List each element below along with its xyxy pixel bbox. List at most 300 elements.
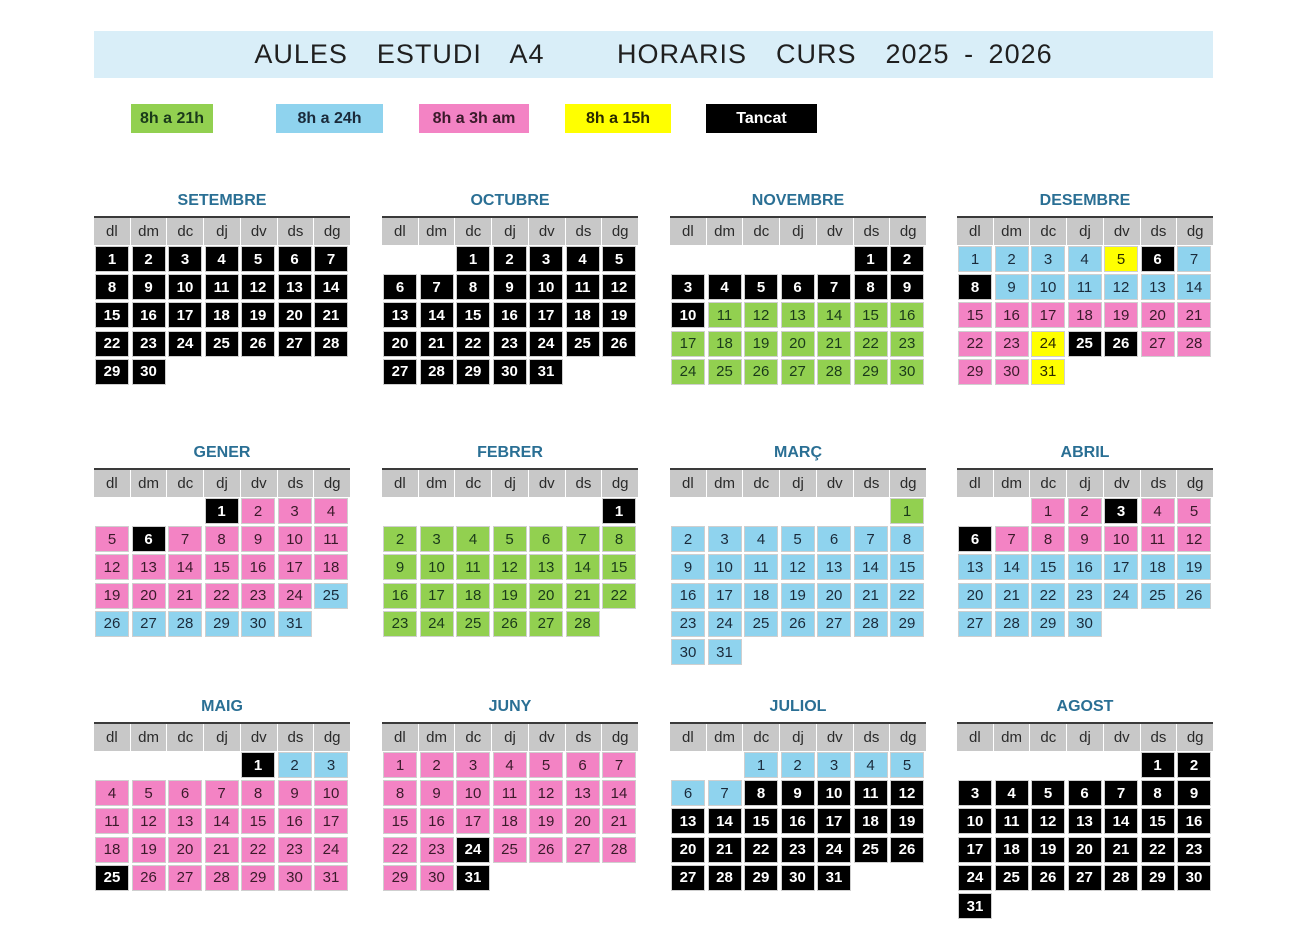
day-cell: 4 bbox=[854, 752, 888, 778]
weekday-label: dg bbox=[602, 724, 638, 751]
day-cell: 20 bbox=[671, 837, 705, 863]
day-cell: 7 bbox=[566, 526, 600, 552]
day-cell: 7 bbox=[420, 274, 454, 300]
day-cell: 24 bbox=[958, 865, 992, 891]
weekday-label: dg bbox=[890, 724, 926, 751]
day-cell: 4 bbox=[95, 780, 129, 806]
day-cell: 15 bbox=[205, 554, 239, 580]
weekday-label: dv bbox=[817, 470, 854, 497]
day-cell: 18 bbox=[314, 554, 348, 580]
day-cell: 20 bbox=[781, 331, 815, 357]
day-cell: 30 bbox=[132, 359, 166, 385]
day-cell: 3 bbox=[1104, 498, 1138, 524]
day-cell: 9 bbox=[995, 274, 1029, 300]
day-cell: 17 bbox=[278, 554, 312, 580]
day-cell: 23 bbox=[493, 331, 527, 357]
day-cell: 23 bbox=[383, 611, 417, 637]
day-cell: 14 bbox=[995, 554, 1029, 580]
day-cell: 25 bbox=[744, 611, 778, 637]
weekday-header bbox=[382, 722, 638, 752]
day-cell: 8 bbox=[95, 274, 129, 300]
day-cell: 27 bbox=[817, 611, 851, 637]
day-cell: 24 bbox=[671, 359, 705, 385]
day-cell: 21 bbox=[420, 331, 454, 357]
day-cell: 2 bbox=[278, 752, 312, 778]
day-cell: 21 bbox=[854, 583, 888, 609]
month-title: AGOST bbox=[1056, 698, 1114, 715]
day-cell: 17 bbox=[671, 331, 705, 357]
day-cell: 31 bbox=[314, 865, 348, 891]
day-cell: 7 bbox=[205, 780, 239, 806]
day-cell: 8 bbox=[456, 274, 490, 300]
day-cell: 10 bbox=[314, 780, 348, 806]
day-cell: 23 bbox=[781, 837, 815, 863]
day-cell: 18 bbox=[1068, 302, 1102, 328]
day-cell: 28 bbox=[314, 331, 348, 357]
weekday-label: dj bbox=[1067, 470, 1104, 497]
day-cell: 1 bbox=[744, 752, 778, 778]
day-cell: 28 bbox=[602, 837, 636, 863]
day-cell: 15 bbox=[241, 808, 275, 834]
day-cell: 3 bbox=[958, 780, 992, 806]
day-cell: 14 bbox=[708, 808, 742, 834]
day-cell: 5 bbox=[95, 526, 129, 552]
day-cell: 1 bbox=[1031, 498, 1065, 524]
month-title: ABRIL bbox=[1060, 444, 1110, 461]
weekday-label: dc bbox=[167, 470, 204, 497]
weekday-label: dc bbox=[1030, 724, 1067, 751]
day-cell: 31 bbox=[817, 865, 851, 891]
day-cell: 20 bbox=[168, 837, 202, 863]
weekday-label: dj bbox=[780, 218, 817, 245]
day-cell: 18 bbox=[456, 583, 490, 609]
weekday-label: ds bbox=[566, 218, 603, 245]
day-cell: 15 bbox=[958, 302, 992, 328]
day-cell: 21 bbox=[817, 331, 851, 357]
weekday-label: dg bbox=[314, 724, 350, 751]
day-cell: 12 bbox=[602, 274, 636, 300]
day-cell: 30 bbox=[420, 865, 454, 891]
weekday-label: dg bbox=[314, 470, 350, 497]
weekday-label: dl bbox=[670, 470, 707, 497]
day-cell: 8 bbox=[602, 526, 636, 552]
day-cell: 25 bbox=[456, 611, 490, 637]
day-cell: 24 bbox=[1031, 331, 1065, 357]
day-cell: 5 bbox=[132, 780, 166, 806]
day-cell: 28 bbox=[205, 865, 239, 891]
weekday-label: dv bbox=[241, 470, 278, 497]
month-agost bbox=[957, 698, 1213, 928]
day-cell: 11 bbox=[566, 274, 600, 300]
day-cell: 29 bbox=[456, 359, 490, 385]
day-cell: 13 bbox=[566, 780, 600, 806]
day-cell: 13 bbox=[529, 554, 563, 580]
day-cell: 6 bbox=[1141, 246, 1175, 272]
day-cell: 11 bbox=[1141, 526, 1175, 552]
day-cell: 10 bbox=[1104, 526, 1138, 552]
weekday-label: dm bbox=[994, 470, 1031, 497]
day-cell: 1 bbox=[1141, 752, 1175, 778]
day-cell: 15 bbox=[383, 808, 417, 834]
month-title: MAIG bbox=[201, 698, 243, 715]
day-cell: 25 bbox=[708, 359, 742, 385]
day-cell: 15 bbox=[744, 808, 778, 834]
day-cell: 17 bbox=[1031, 302, 1065, 328]
day-cell: 13 bbox=[168, 808, 202, 834]
weekday-header bbox=[382, 468, 638, 498]
day-cell: 26 bbox=[1177, 583, 1211, 609]
weekday-label: dj bbox=[1067, 218, 1104, 245]
day-cell: 6 bbox=[958, 526, 992, 552]
month-novembre bbox=[670, 192, 926, 422]
day-cell: 5 bbox=[493, 526, 527, 552]
day-cell: 11 bbox=[1068, 274, 1102, 300]
day-cell: 7 bbox=[314, 246, 348, 272]
day-cell: 8 bbox=[383, 780, 417, 806]
day-cell: 23 bbox=[1177, 837, 1211, 863]
weekday-header bbox=[94, 468, 350, 498]
day-cell: 6 bbox=[383, 274, 417, 300]
month-juny bbox=[382, 698, 638, 928]
day-cell: 3 bbox=[278, 498, 312, 524]
weekday-label: dc bbox=[455, 470, 492, 497]
day-cell: 26 bbox=[1031, 865, 1065, 891]
day-cell: 18 bbox=[493, 808, 527, 834]
weekday-label: dc bbox=[167, 218, 204, 245]
day-cell: 7 bbox=[168, 526, 202, 552]
day-cell: 3 bbox=[420, 526, 454, 552]
day-cell: 30 bbox=[671, 639, 705, 665]
day-cell: 26 bbox=[493, 611, 527, 637]
day-cell: 4 bbox=[456, 526, 490, 552]
day-cell: 3 bbox=[529, 246, 563, 272]
day-cell: 9 bbox=[420, 780, 454, 806]
day-cell: 16 bbox=[383, 583, 417, 609]
weekday-label: dc bbox=[1030, 470, 1067, 497]
day-cell: 6 bbox=[1068, 780, 1102, 806]
day-cell: 1 bbox=[241, 752, 275, 778]
day-cell: 11 bbox=[314, 526, 348, 552]
day-cell: 20 bbox=[566, 808, 600, 834]
weekday-label: dm bbox=[994, 218, 1031, 245]
weekday-label: dl bbox=[94, 724, 131, 751]
day-cell: 24 bbox=[278, 583, 312, 609]
day-cell: 17 bbox=[529, 302, 563, 328]
day-cell: 29 bbox=[241, 865, 275, 891]
day-cell: 17 bbox=[708, 583, 742, 609]
day-cell: 7 bbox=[602, 752, 636, 778]
day-cell: 29 bbox=[890, 611, 924, 637]
day-cell: 25 bbox=[95, 865, 129, 891]
day-cell: 29 bbox=[383, 865, 417, 891]
month-title: MARÇ bbox=[774, 444, 822, 461]
weekday-label: dj bbox=[204, 724, 241, 751]
day-cell: 21 bbox=[1177, 302, 1211, 328]
day-cell: 19 bbox=[132, 837, 166, 863]
day-cell: 29 bbox=[1031, 611, 1065, 637]
day-cell: 20 bbox=[132, 583, 166, 609]
day-cell: 24 bbox=[314, 837, 348, 863]
day-cell: 28 bbox=[817, 359, 851, 385]
day-cell: 27 bbox=[1068, 865, 1102, 891]
day-cell: 22 bbox=[744, 837, 778, 863]
weekday-label: dv bbox=[817, 724, 854, 751]
day-cell: 30 bbox=[890, 359, 924, 385]
day-cell: 21 bbox=[995, 583, 1029, 609]
weekday-label: dc bbox=[455, 218, 492, 245]
day-cell: 13 bbox=[958, 554, 992, 580]
day-cell: 8 bbox=[205, 526, 239, 552]
month-març bbox=[670, 444, 926, 674]
day-cell: 12 bbox=[1104, 274, 1138, 300]
day-cell: 14 bbox=[420, 302, 454, 328]
day-cell: 19 bbox=[744, 331, 778, 357]
day-cell: 21 bbox=[314, 302, 348, 328]
legend-item-1: 8h a 21h bbox=[131, 104, 213, 133]
month-title: FEBRER bbox=[477, 444, 543, 461]
day-cell: 13 bbox=[1068, 808, 1102, 834]
day-cell: 20 bbox=[958, 583, 992, 609]
month-gener bbox=[94, 444, 350, 674]
day-cell: 6 bbox=[132, 526, 166, 552]
day-cell: 5 bbox=[781, 526, 815, 552]
weekday-label: dm bbox=[707, 470, 744, 497]
day-cell: 9 bbox=[890, 274, 924, 300]
day-cell: 31 bbox=[708, 639, 742, 665]
day-cell: 29 bbox=[958, 359, 992, 385]
day-cell: 29 bbox=[854, 359, 888, 385]
day-cell: 13 bbox=[1141, 274, 1175, 300]
day-cell: 27 bbox=[132, 611, 166, 637]
day-cell: 5 bbox=[1177, 498, 1211, 524]
day-cell: 9 bbox=[132, 274, 166, 300]
day-cell: 21 bbox=[566, 583, 600, 609]
day-cell: 10 bbox=[278, 526, 312, 552]
weekday-label: dg bbox=[602, 470, 638, 497]
day-cell: 17 bbox=[817, 808, 851, 834]
weekday-label: dc bbox=[167, 724, 204, 751]
day-cell: 6 bbox=[817, 526, 851, 552]
day-cell: 30 bbox=[278, 865, 312, 891]
day-cell: 13 bbox=[781, 302, 815, 328]
day-cell: 10 bbox=[456, 780, 490, 806]
day-cell: 12 bbox=[132, 808, 166, 834]
day-cell: 19 bbox=[781, 583, 815, 609]
day-cell: 22 bbox=[1031, 583, 1065, 609]
day-cell: 28 bbox=[854, 611, 888, 637]
day-cell: 23 bbox=[132, 331, 166, 357]
day-cell: 8 bbox=[958, 274, 992, 300]
day-cell: 5 bbox=[890, 752, 924, 778]
day-cell: 18 bbox=[205, 302, 239, 328]
day-cell: 31 bbox=[529, 359, 563, 385]
weekday-label: dv bbox=[529, 218, 566, 245]
day-cell: 29 bbox=[205, 611, 239, 637]
day-cell: 24 bbox=[420, 611, 454, 637]
day-cell: 9 bbox=[671, 554, 705, 580]
month-febrer bbox=[382, 444, 638, 674]
weekday-header bbox=[94, 216, 350, 246]
day-cell: 22 bbox=[1141, 837, 1175, 863]
day-cell: 1 bbox=[383, 752, 417, 778]
page-title-bar bbox=[94, 31, 1213, 78]
day-cell: 10 bbox=[958, 808, 992, 834]
day-cell: 5 bbox=[1104, 246, 1138, 272]
weekday-header bbox=[670, 216, 926, 246]
day-cell: 18 bbox=[566, 302, 600, 328]
day-cell: 4 bbox=[205, 246, 239, 272]
month-title: GENER bbox=[193, 444, 251, 461]
day-cell: 3 bbox=[314, 752, 348, 778]
day-cell: 19 bbox=[1177, 554, 1211, 580]
day-cell: 9 bbox=[1068, 526, 1102, 552]
day-cell: 4 bbox=[314, 498, 348, 524]
day-cell: 10 bbox=[168, 274, 202, 300]
month-title: NOVEMBRE bbox=[751, 192, 845, 209]
day-cell: 11 bbox=[95, 808, 129, 834]
day-cell: 26 bbox=[602, 331, 636, 357]
weekday-label: ds bbox=[278, 470, 315, 497]
day-cell: 17 bbox=[456, 808, 490, 834]
day-cell: 29 bbox=[1141, 865, 1175, 891]
day-cell: 16 bbox=[781, 808, 815, 834]
day-cell: 26 bbox=[1104, 331, 1138, 357]
day-cell: 7 bbox=[817, 274, 851, 300]
day-cell: 4 bbox=[708, 274, 742, 300]
weekday-label: dc bbox=[1030, 218, 1067, 245]
day-cell: 17 bbox=[314, 808, 348, 834]
day-cell: 25 bbox=[1068, 331, 1102, 357]
day-cell: 3 bbox=[817, 752, 851, 778]
day-cell: 15 bbox=[1031, 554, 1065, 580]
day-cell: 28 bbox=[1104, 865, 1138, 891]
weekday-label: dv bbox=[529, 470, 566, 497]
day-cell: 9 bbox=[241, 526, 275, 552]
day-cell: 24 bbox=[168, 331, 202, 357]
month-maig bbox=[94, 698, 350, 928]
day-cell: 12 bbox=[241, 274, 275, 300]
weekday-label: dl bbox=[957, 724, 994, 751]
weekday-label: dg bbox=[314, 218, 350, 245]
day-cell: 28 bbox=[708, 865, 742, 891]
day-cell: 31 bbox=[278, 611, 312, 637]
day-cell: 22 bbox=[854, 331, 888, 357]
day-cell: 13 bbox=[817, 554, 851, 580]
day-cell: 28 bbox=[566, 611, 600, 637]
day-cell: 15 bbox=[95, 302, 129, 328]
weekday-header bbox=[670, 468, 926, 498]
weekday-label: dj bbox=[204, 470, 241, 497]
legend-item-3: 8h a 3h am bbox=[419, 104, 529, 133]
day-cell: 21 bbox=[602, 808, 636, 834]
weekday-label: ds bbox=[1141, 724, 1178, 751]
weekday-label: dl bbox=[94, 218, 131, 245]
weekday-label: dm bbox=[131, 470, 168, 497]
day-cell: 12 bbox=[95, 554, 129, 580]
day-cell: 9 bbox=[383, 554, 417, 580]
day-cell: 27 bbox=[278, 331, 312, 357]
day-cell: 27 bbox=[671, 865, 705, 891]
day-cell: 18 bbox=[995, 837, 1029, 863]
day-cell: 3 bbox=[1031, 246, 1065, 272]
day-cell: 28 bbox=[995, 611, 1029, 637]
day-cell: 26 bbox=[781, 611, 815, 637]
day-cell: 10 bbox=[1031, 274, 1065, 300]
day-cell: 1 bbox=[602, 498, 636, 524]
weekday-label: dm bbox=[419, 218, 456, 245]
weekday-label: dm bbox=[419, 724, 456, 751]
day-cell: 6 bbox=[168, 780, 202, 806]
day-cell: 18 bbox=[854, 808, 888, 834]
day-cell: 6 bbox=[278, 246, 312, 272]
day-cell: 1 bbox=[890, 498, 924, 524]
day-cell: 4 bbox=[744, 526, 778, 552]
weekday-label: dm bbox=[131, 218, 168, 245]
day-cell: 21 bbox=[1104, 837, 1138, 863]
day-cell: 2 bbox=[420, 752, 454, 778]
weekday-header bbox=[957, 468, 1213, 498]
day-cell: 14 bbox=[205, 808, 239, 834]
weekday-label: dm bbox=[707, 724, 744, 751]
day-cell: 13 bbox=[383, 302, 417, 328]
day-cell: 25 bbox=[854, 837, 888, 863]
day-cell: 3 bbox=[708, 526, 742, 552]
day-cell: 25 bbox=[314, 583, 348, 609]
day-cell: 2 bbox=[781, 752, 815, 778]
day-cell: 9 bbox=[1177, 780, 1211, 806]
weekday-label: ds bbox=[566, 470, 603, 497]
day-cell: 7 bbox=[708, 780, 742, 806]
day-cell: 11 bbox=[854, 780, 888, 806]
day-cell: 11 bbox=[744, 554, 778, 580]
day-cell: 13 bbox=[671, 808, 705, 834]
day-cell: 8 bbox=[1141, 780, 1175, 806]
day-cell: 3 bbox=[671, 274, 705, 300]
day-cell: 27 bbox=[781, 359, 815, 385]
day-cell: 20 bbox=[383, 331, 417, 357]
day-cell: 22 bbox=[241, 837, 275, 863]
day-cell: 14 bbox=[314, 274, 348, 300]
weekday-label: dg bbox=[1177, 218, 1213, 245]
weekday-label: dj bbox=[780, 470, 817, 497]
day-cell: 10 bbox=[671, 302, 705, 328]
day-cell: 30 bbox=[995, 359, 1029, 385]
day-cell: 22 bbox=[456, 331, 490, 357]
day-cell: 27 bbox=[958, 611, 992, 637]
day-cell: 27 bbox=[1141, 331, 1175, 357]
day-cell: 18 bbox=[1141, 554, 1175, 580]
day-cell: 27 bbox=[383, 359, 417, 385]
day-cell: 7 bbox=[1177, 246, 1211, 272]
weekday-label: dv bbox=[529, 724, 566, 751]
day-cell: 4 bbox=[1068, 246, 1102, 272]
day-cell: 20 bbox=[529, 583, 563, 609]
day-cell: 7 bbox=[995, 526, 1029, 552]
day-cell: 2 bbox=[995, 246, 1029, 272]
day-cell: 2 bbox=[1068, 498, 1102, 524]
weekday-label: dg bbox=[890, 218, 926, 245]
day-cell: 1 bbox=[95, 246, 129, 272]
weekday-label: dm bbox=[131, 724, 168, 751]
day-cell: 15 bbox=[1141, 808, 1175, 834]
weekday-label: dv bbox=[1104, 470, 1141, 497]
day-cell: 14 bbox=[817, 302, 851, 328]
day-cell: 21 bbox=[168, 583, 202, 609]
day-cell: 27 bbox=[529, 611, 563, 637]
weekday-header bbox=[670, 722, 926, 752]
weekday-label: dv bbox=[241, 218, 278, 245]
day-cell: 16 bbox=[132, 302, 166, 328]
